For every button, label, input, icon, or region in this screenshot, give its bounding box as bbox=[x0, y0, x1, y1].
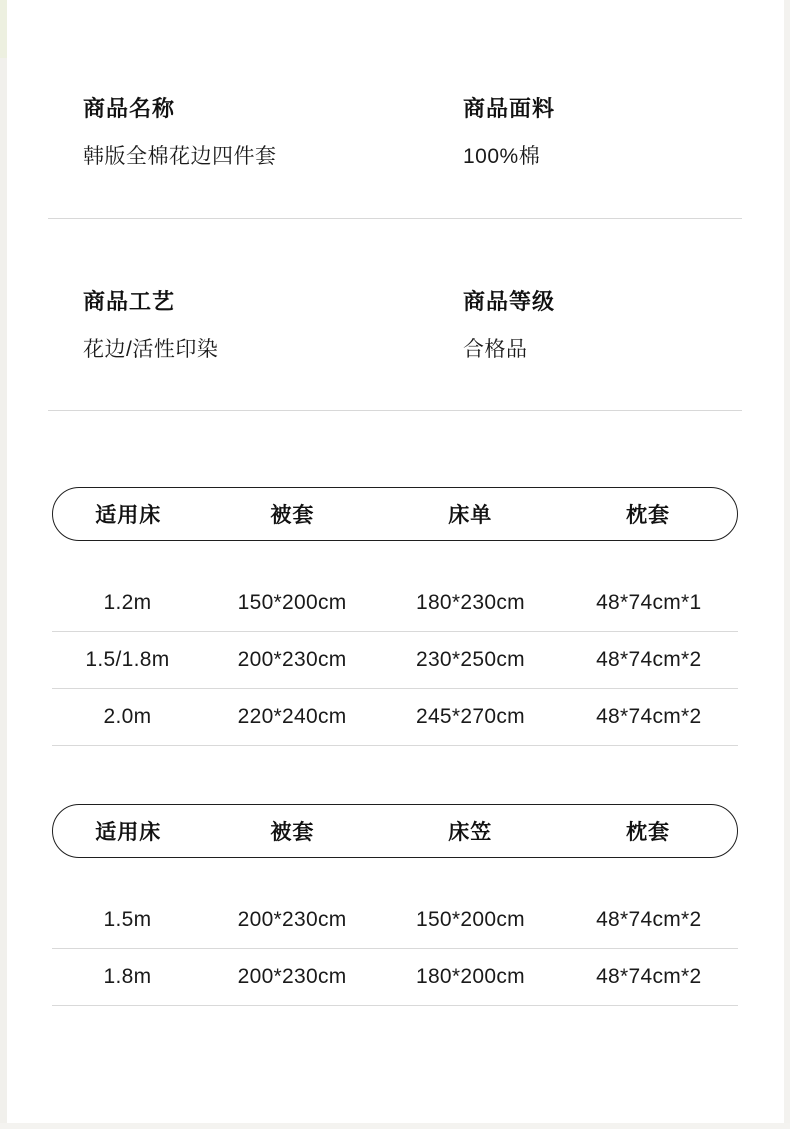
header-duvet-cover: 被套 bbox=[270, 821, 315, 845]
header-pillowcase: 枕套 bbox=[626, 504, 671, 528]
cell-bed-sheet: 230*250cm bbox=[415, 648, 525, 672]
spec-cell-fabric-label bbox=[438, 96, 738, 122]
spec-inner-spacer-1 bbox=[48, 122, 742, 144]
divider-spacer-bottom-1 bbox=[0, 219, 790, 289]
cell-pillowcase: 48*74cm*2 bbox=[596, 965, 702, 989]
cell-duvet-cover: 200*230cm bbox=[237, 908, 347, 932]
spec-cell-name-label bbox=[48, 96, 438, 122]
product-craft-label: 商品工艺 bbox=[83, 288, 176, 314]
cell-bed-sheet: 180*230cm bbox=[415, 591, 525, 615]
cell-bed-sheet: 245*270cm bbox=[415, 705, 525, 729]
header-bed-size: 适用床 bbox=[95, 504, 162, 528]
cell-duvet-cover: 220*240cm bbox=[237, 705, 347, 729]
spec-value-row-1 bbox=[48, 144, 742, 169]
cell-duvet-cover: 200*230cm bbox=[237, 965, 347, 989]
cell-duvet-cover: 200*230cm bbox=[237, 648, 347, 672]
spec-inner-spacer-2 bbox=[48, 315, 742, 337]
product-craft-value: 花边/活性印染 bbox=[83, 337, 219, 361]
spec-cell-fabric-value bbox=[438, 144, 738, 169]
spec-group-2 bbox=[0, 289, 790, 363]
cell-bed-size: 2.0m bbox=[103, 705, 152, 729]
spec-cell-craft-label bbox=[48, 289, 438, 315]
product-name-value: 韩版全棉花边四件套 bbox=[83, 145, 277, 169]
cell-duvet-cover: 150*200cm bbox=[237, 591, 347, 615]
page-edge-right bbox=[784, 0, 790, 1129]
size-table-bedsheet bbox=[0, 487, 790, 746]
divider-spacer-top-1 bbox=[0, 170, 790, 218]
cell-bed-size: 1.5m bbox=[103, 908, 152, 932]
size-table-fitted-header bbox=[52, 804, 738, 858]
cell-pillowcase: 48*74cm*2 bbox=[596, 705, 702, 729]
table-row bbox=[52, 575, 738, 632]
header-pillowcase: 枕套 bbox=[626, 821, 671, 845]
spec-value-row-2 bbox=[48, 337, 742, 362]
cell-pillowcase: 48*74cm*2 bbox=[596, 648, 702, 672]
table-row bbox=[52, 892, 738, 949]
spec-label-row-1 bbox=[48, 96, 742, 122]
top-spacer bbox=[0, 0, 790, 96]
cell-fitted-sheet: 150*200cm bbox=[415, 908, 525, 932]
cell-pillowcase: 48*74cm*2 bbox=[596, 908, 702, 932]
spec-group-1 bbox=[0, 96, 790, 170]
table-row bbox=[52, 632, 738, 689]
divider-spacer-top-2 bbox=[0, 362, 790, 410]
cell-fitted-sheet: 180*200cm bbox=[415, 965, 525, 989]
spec-cell-grade-value bbox=[438, 337, 738, 362]
product-fabric-label: 商品面料 bbox=[463, 96, 556, 121]
table-row bbox=[52, 949, 738, 1006]
spec-cell-grade-label bbox=[438, 289, 738, 315]
page-edge-bottom bbox=[0, 1123, 790, 1129]
cell-bed-size: 1.8m bbox=[103, 965, 152, 989]
product-grade-value: 合格品 bbox=[463, 337, 528, 361]
size-table-fitted-body bbox=[52, 892, 738, 1006]
header-fitted-sheet: 床笠 bbox=[448, 821, 493, 845]
table-spacer-middle bbox=[0, 746, 790, 804]
spec-cell-craft-value bbox=[48, 337, 438, 362]
page-edge-left bbox=[0, 0, 7, 1129]
product-name-label: 商品名称 bbox=[83, 96, 176, 121]
spec-label-row-2 bbox=[48, 289, 742, 315]
size-table-bedsheet-body bbox=[52, 575, 738, 746]
cell-pillowcase: 48*74cm*1 bbox=[596, 591, 702, 615]
product-fabric-value: 100%棉 bbox=[463, 145, 541, 169]
spec-cell-name-value bbox=[48, 144, 438, 169]
table-row bbox=[52, 689, 738, 746]
table-spacer-top bbox=[0, 411, 790, 487]
header-bed-size: 适用床 bbox=[95, 821, 162, 845]
header-bed-sheet: 床单 bbox=[448, 504, 493, 528]
size-table-bedsheet-header bbox=[52, 487, 738, 541]
size-table-fitted bbox=[0, 804, 790, 1006]
product-grade-label: 商品等级 bbox=[463, 288, 556, 314]
cell-bed-size: 1.2m bbox=[103, 591, 152, 615]
header-duvet-cover: 被套 bbox=[270, 504, 315, 528]
page-edge-left-top bbox=[0, 0, 7, 58]
cell-bed-size: 1.5/1.8m bbox=[85, 648, 170, 672]
